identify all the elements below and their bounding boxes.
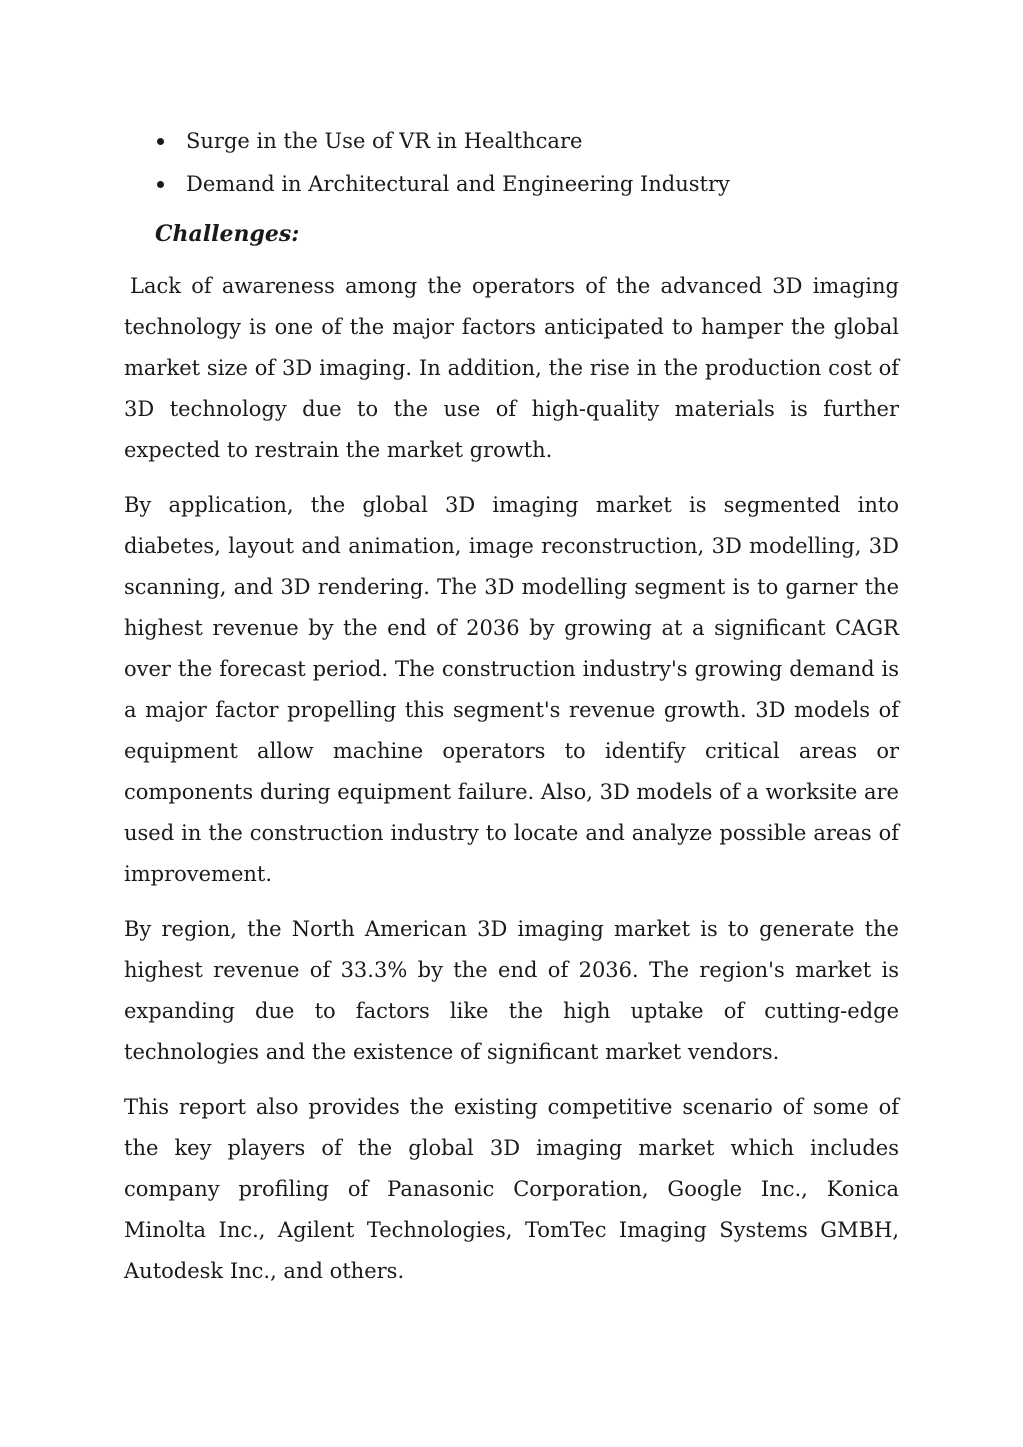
challenges-heading: Challenges: <box>155 221 300 247</box>
challenges-paragraph: Lack of awareness among the operators of the advanced 3D imaging technology is one of the major factors anticipated to hamper the global market size of 3D imaging. In addition, the rise in the production cost of 3D technology due to the use of high-quality materials is further expected to restrain the market growth. <box>124 274 899 462</box>
application-paragraph: By application, the global 3D imaging market is segmented into diabetes, layout and animation, image reconstruction, 3D modelling, 3D scanning, and 3D rendering. The 3D modelling segment is to garner the highest revenue by the end of 2036 by growing at a significant CAGR over the forecast period. The construction industry's growing demand is a major factor propelling this segment's revenue growth. 3D models of equipment allow machine operators to identify critical areas or components during equipment failure. Also, 3D models of a worksite are used in the construction industry to locate and analyze possible areas of improvement. <box>124 493 899 886</box>
document-page <box>124 120 899 1306</box>
bullet-item: Demand in Architectural and Engineering Industry <box>124 163 899 206</box>
bullet-item: Surge in the Use of VR in Healthcare <box>124 120 899 163</box>
key-players-paragraph: This report also provides the existing competitive scenario of some of the key players of the global 3D imaging market which includes company profiling of Panasonic Corporation, Google Inc., Konica Minolta Inc., Agilent Technologies, TomTec Imaging Systems GMBH, Autodesk Inc., and others. <box>124 1095 899 1283</box>
drivers-bullet-list <box>124 120 899 206</box>
region-paragraph: By region, the North American 3D imaging market is to generate the highest revenue of 33.3% by the end of 2036. The region's market is expanding due to factors like the high uptake of cutting-edge technologies and the existence of significant market vendors. <box>124 917 899 1064</box>
